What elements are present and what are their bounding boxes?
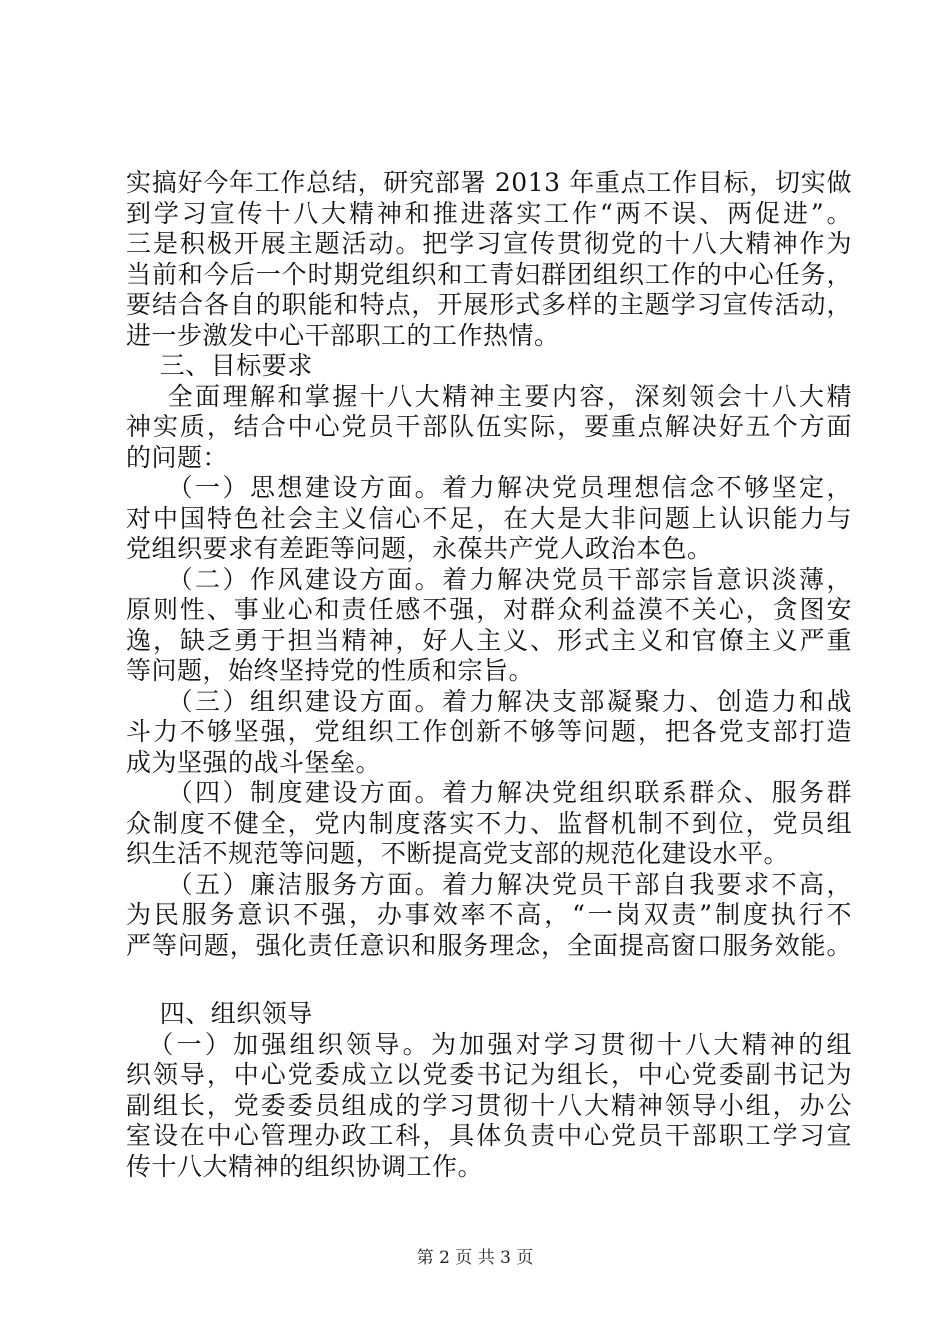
text-line: 到学习宣传十八大精神和推进落实工作“两不误、两促进”。 xyxy=(126,198,852,228)
text-line: （五）廉洁服务方面。着力解决党员干部自我要求不高， xyxy=(126,869,852,899)
text-line: 副组长，党委委员组成的学习贯彻十八大精神领导小组，办公 xyxy=(126,1090,852,1120)
paragraph xyxy=(126,382,852,474)
text-line: （一）思想建设方面。着力解决党员理想信念不够坚定， xyxy=(126,473,852,502)
text-line: 逸，缺乏勇于担当精神，好人主义、形式主义和官僚主义严重 xyxy=(126,625,852,655)
text-line: 实搞好今年工作总结，研究部署 2013 年重点工作目标，切实做 xyxy=(126,168,852,197)
text-line: 等问题，始终坚持党的性质和宗旨。 xyxy=(126,656,535,685)
text-line: 要结合各自的职能和特点，开展形式多样的主题学习宣传活动， xyxy=(126,290,852,319)
text-line: 对中国特色社会主义信心不足，在大是大非问题上认识能力与 xyxy=(126,503,852,533)
paragraph-gap xyxy=(126,961,852,999)
text-line: 织领导，中心党委成立以党委书记为组长，中心党委副书记为 xyxy=(126,1060,852,1089)
document-body xyxy=(126,168,852,1182)
heading-line: 三、目标要求 xyxy=(126,351,313,380)
paragraph xyxy=(126,687,852,779)
text-line: 斗力不够坚强，党组织工作创新不够等问题，把各党支部打造 xyxy=(126,717,852,746)
paragraph xyxy=(126,168,852,351)
paragraph xyxy=(126,870,852,962)
paragraph xyxy=(126,473,852,565)
text-line: （三）组织建设方面。着力解决支部凝聚力、创造力和战 xyxy=(126,686,852,716)
page-footer: 第 2 页 共 3 页 xyxy=(416,1248,534,1268)
paragraph xyxy=(126,1030,852,1183)
text-line: 原则性、事业心和责任感不强，对群众利益漠不关心，贪图安 xyxy=(126,595,852,624)
text-line: （四）制度建设方面。着力解决党组织联系群众、服务群 xyxy=(126,778,852,807)
text-line: 的问题： xyxy=(126,442,229,472)
section-heading xyxy=(126,999,852,1030)
text-line: 进一步激发中心干部职工的工作热情。 xyxy=(126,320,560,350)
text-line: 三是积极开展主题活动。把学习宣传贯彻党的十八大精神作为 xyxy=(126,229,852,258)
text-line: 传十八大精神的组织协调工作。 xyxy=(126,1151,484,1181)
text-line: （一）加强组织领导。为加强对学习贯彻十八大精神的组 xyxy=(126,1029,852,1059)
heading-line: 四、组织领导 xyxy=(126,999,313,1028)
text-line: 当前和今后一个时期党组织和工青妇群团组织工作的中心任务， xyxy=(126,259,852,289)
text-line: （二）作风建设方面。着力解决党员干部宗旨意识淡薄， xyxy=(126,564,852,594)
paragraph xyxy=(126,565,852,687)
text-line: 室设在中心管理办政工科，具体负责中心党员干部职工学习宣 xyxy=(126,1121,852,1150)
text-line: 织生活不规范等问题，不断提高党支部的规范化建设水平。 xyxy=(126,839,790,868)
paragraph xyxy=(126,778,852,870)
text-line: 党组织要求有差距等问题，永葆共产党人政治本色。 xyxy=(126,534,713,563)
text-line: 为民服务意识不强，办事效率不高，“一岗双责”制度执行不 xyxy=(126,900,852,929)
section-heading xyxy=(126,351,852,382)
text-line: 全面理解和掌握十八大精神主要内容，深刻领会十八大精 xyxy=(126,381,852,411)
text-line: 众制度不健全，党内制度落实不力、监督机制不到位，党员组 xyxy=(126,808,852,838)
text-line: 严等问题，强化责任意识和服务理念，全面提高窗口服务效能。 xyxy=(126,930,852,960)
text-line: 成为坚强的战斗堡垒。 xyxy=(126,747,382,777)
text-line: 神实质，结合中心党员干部队伍实际，要重点解决好五个方面 xyxy=(126,412,852,441)
